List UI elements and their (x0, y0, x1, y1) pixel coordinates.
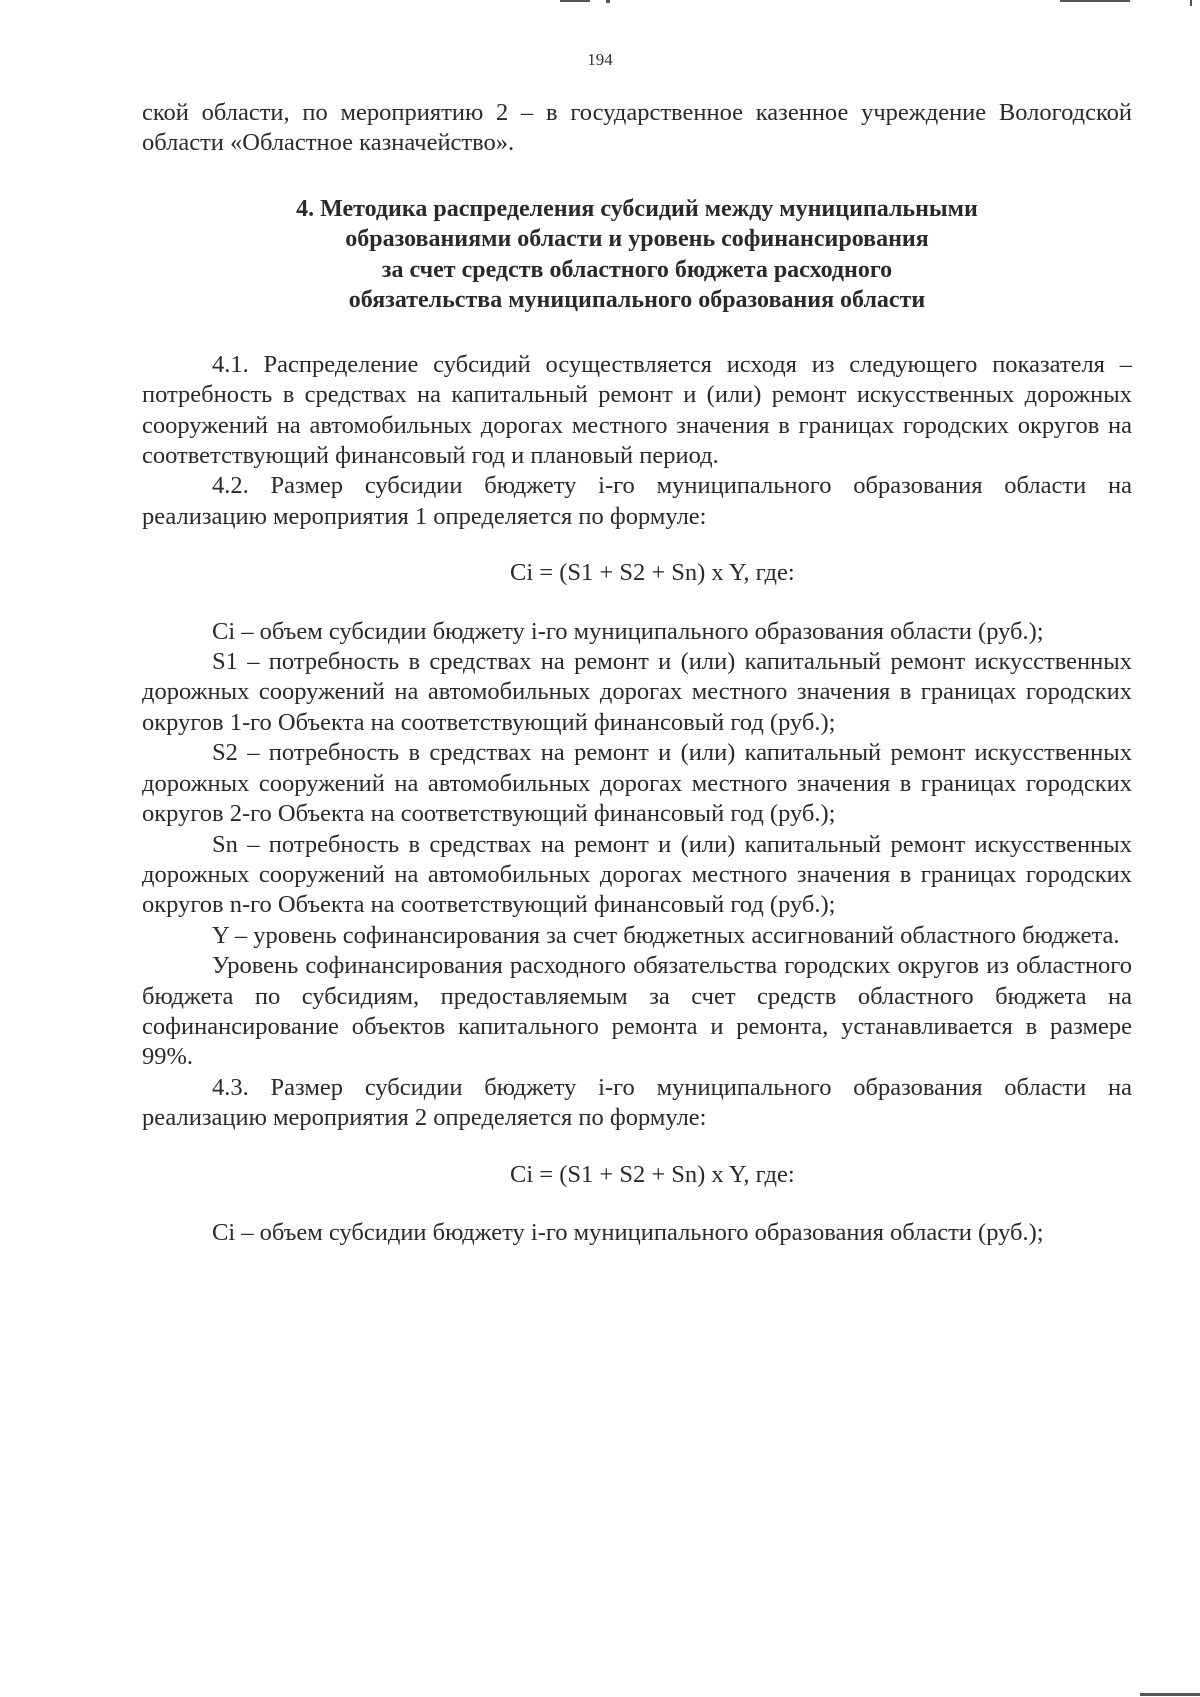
paragraph-4-1: 4.1. Распределение субсидий осуществляется исходя из следующего показателя – потребность в средствах на капитальный ремонт и (или) ремонт искусственных дорожных сооружений на автомобильных дорогах местного значения в границах городских округов на соответствующий финансовый год и плановый период. (142, 350, 1132, 470)
scan-artifact (606, 0, 610, 3)
definition-s2: S2 – потребность в средствах на ремонт и (или) капитальный ремонт искусственных дорожных сооружений на автомобильных дорогах местного значения в границах городских округов 2-го Объекта на соответствующий финансовый год (руб.); (142, 739, 1132, 828)
paragraph-4-3: 4.3. Размер субсидии бюджету i-го муниципального образования области на реализацию мероприятия 2 определяется по формуле: (142, 1073, 1132, 1132)
page-number: 194 (587, 50, 613, 69)
section-heading-line: образованиями области и уровень софинансирования (345, 226, 929, 253)
section-heading (142, 194, 1132, 316)
formula-2 (142, 1160, 1132, 1190)
definition-ci-2: Ci – объем субсидии бюджету i-го муниципального образования области (руб.); (212, 1218, 1044, 1246)
paragraph-4-2: 4.2. Размер субсидии бюджету i-го муниципального образования области на реализацию мероприятия 1 определяется по формуле: (142, 472, 1132, 530)
scan-artifact (1060, 0, 1130, 2)
scan-artifact (1190, 0, 1192, 6)
scan-artifact (560, 0, 590, 2)
section-heading-line: 4. Методика распределения субсидий между муниципальными (296, 195, 978, 222)
section-heading-line: за счет средств областного бюджета расходного (381, 256, 893, 283)
scan-artifact (1140, 1693, 1200, 1696)
intro-paragraph: ской области, по мероприятию 2 – в государственное казенное учреждение Вологодской области «Областное казначейство». (142, 99, 1132, 157)
formula-1-text: Ci = (S1 + S2 + Sn) x Y, где: (510, 559, 795, 587)
formula-1 (142, 558, 1132, 588)
section-heading-line: обязательства муниципального образования области (348, 287, 926, 314)
formula-2-text: Ci = (S1 + S2 + Sn) x Y, где: (510, 1160, 795, 1188)
definition-ci: Ci – объем субсидии бюджету i-го муниципального образования области (руб.); (212, 617, 1044, 645)
document-body (142, 98, 1132, 1248)
cofinancing-level-paragraph: Уровень софинансирования расходного обязательства городских округов из областного бюджета по субсидиям, предоставляемым за счет средств областного бюджета на софинансирование объектов капитального ремонта и ремонта, устанавливается в размере 99%. (142, 952, 1132, 1071)
definition-s1: S1 – потребность в средствах на ремонт и (или) капитальный ремонт искусственных дорожных сооружений на автомобильных дорогах местного значения в границах городских округов 1-го Объекта на соответствующий финансовый год (руб.); (142, 648, 1132, 736)
definition-y: Y – уровень софинансирования за счет бюджетных ассигнований областного бюджета. (212, 921, 1120, 949)
definition-sn: Sn – потребность в средствах на ремонт и (или) капитальный ремонт искусственных дорожных сооружений на автомобильных дорогах местного значения в границах городских округов n-го Объекта на соответствующий финансовый год (руб.); (142, 830, 1132, 919)
